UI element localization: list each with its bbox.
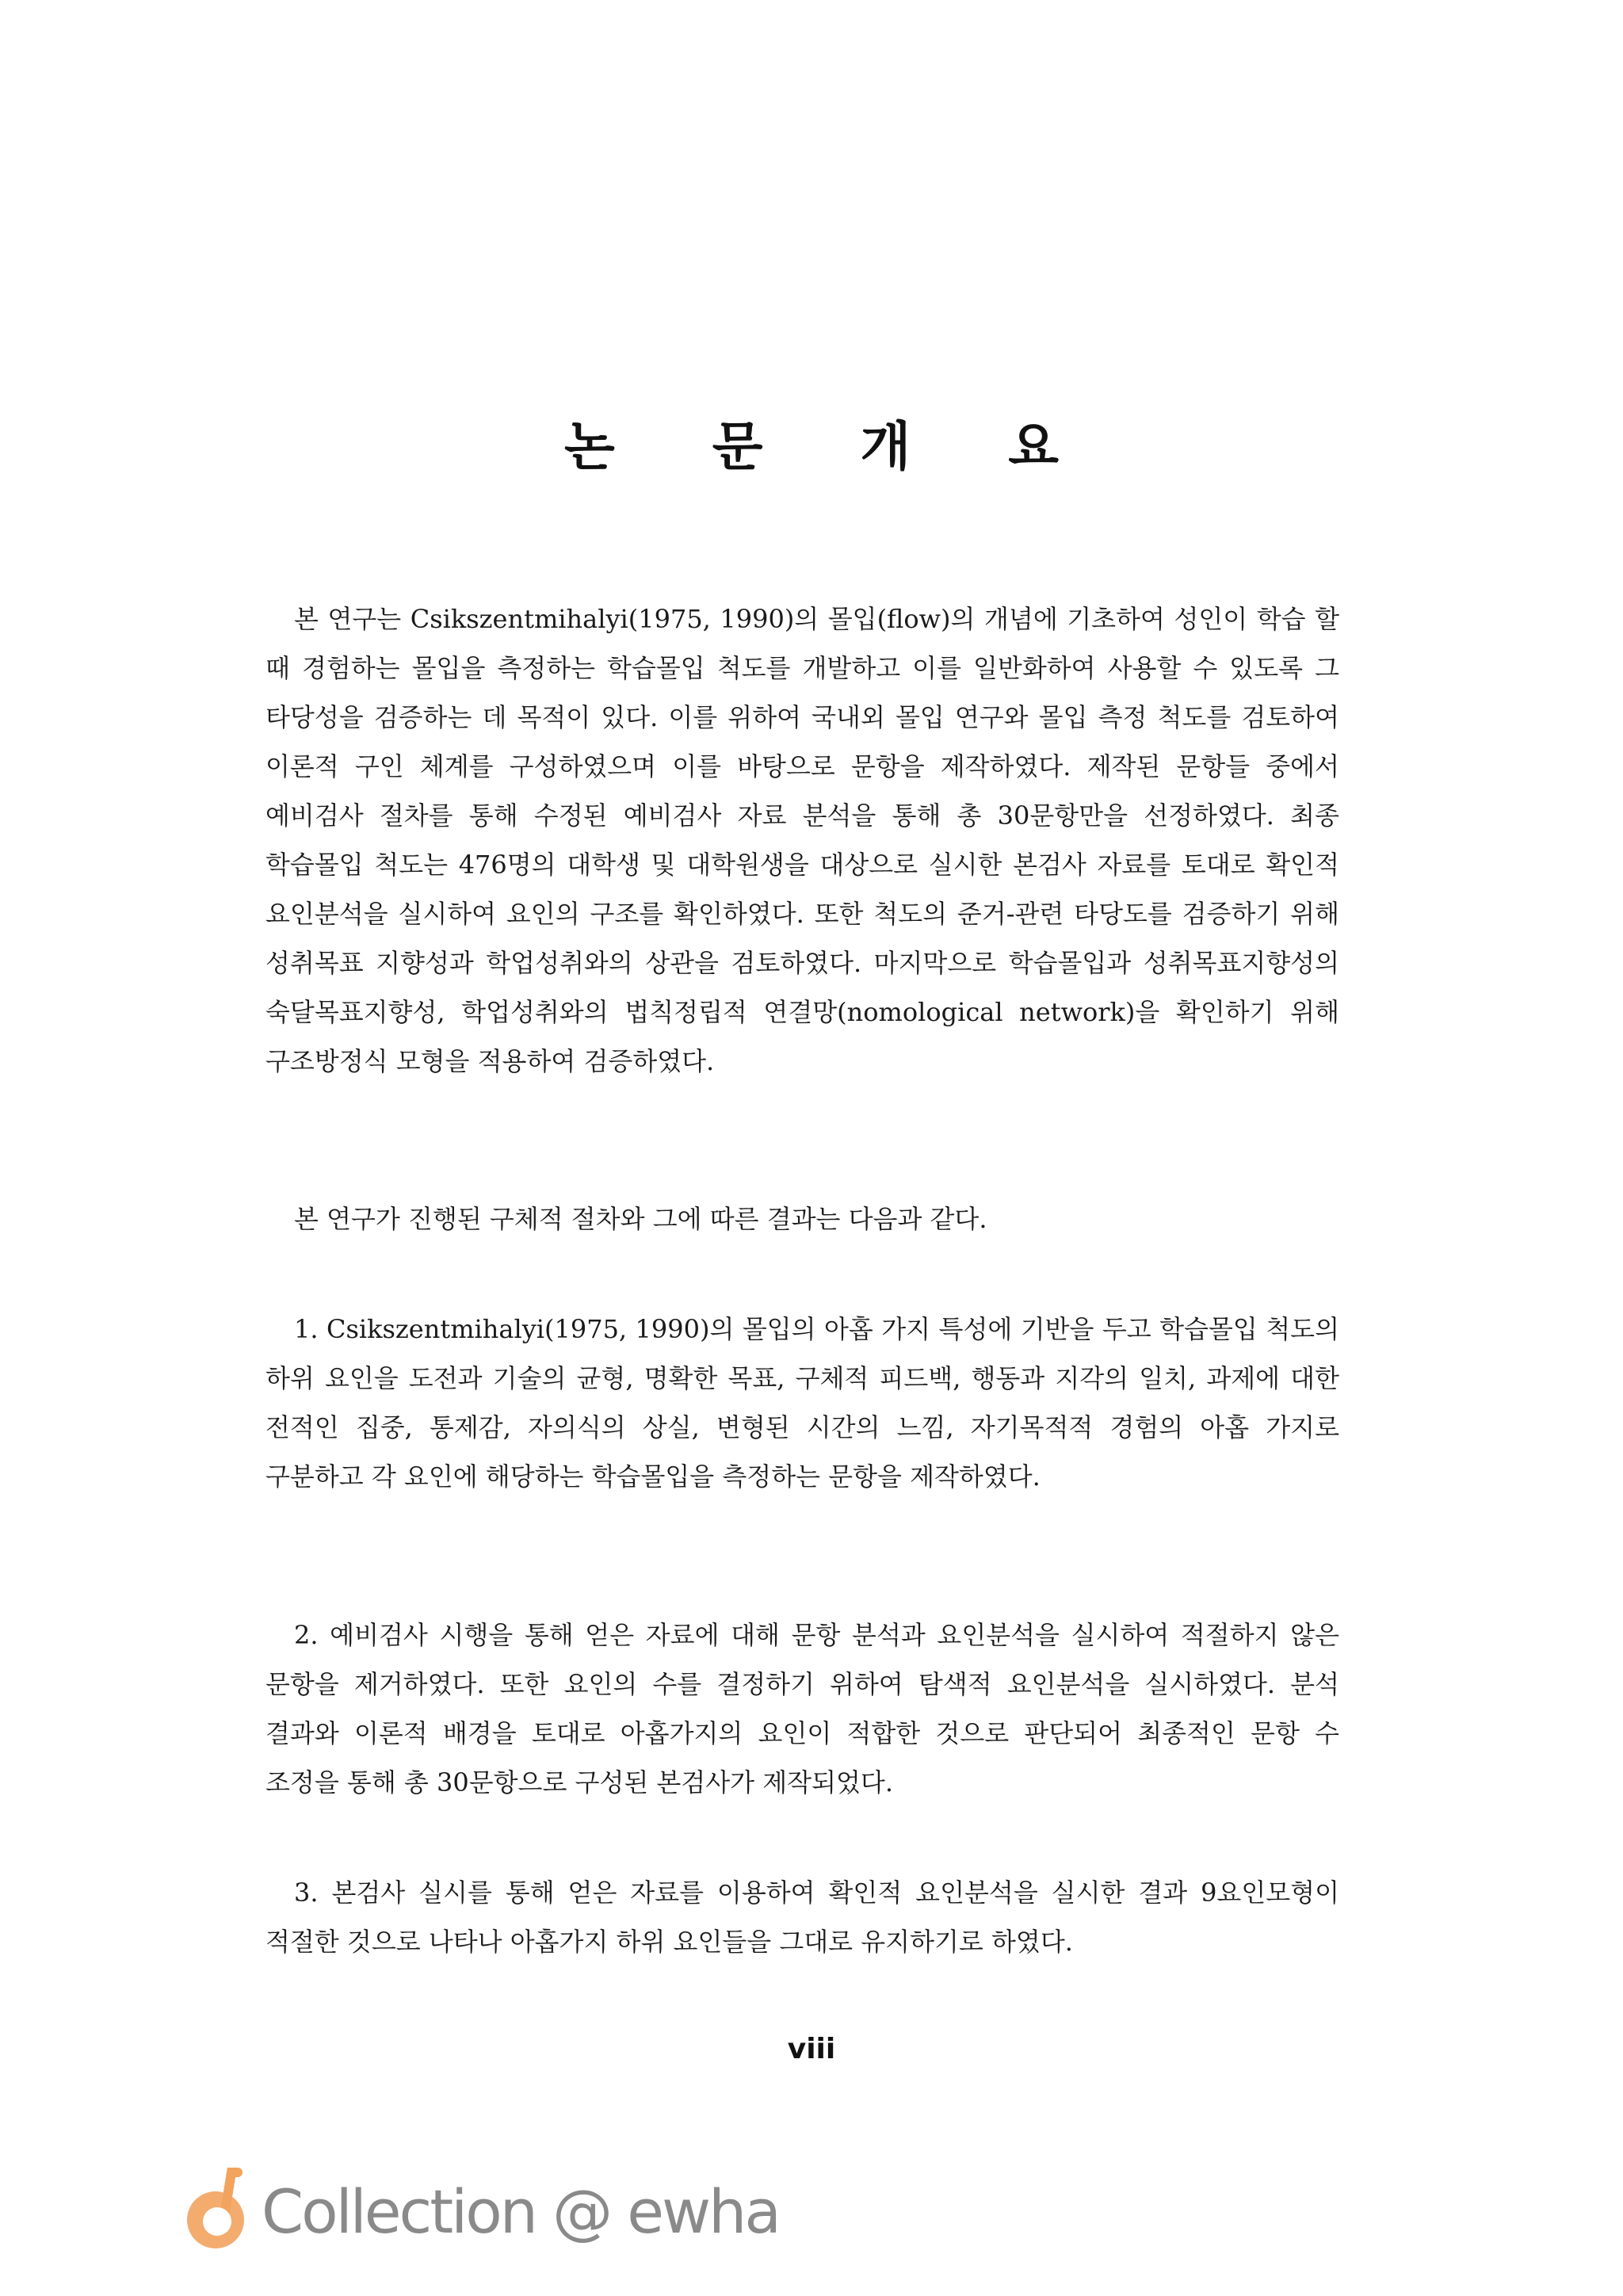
abstract-paragraph-intro: 본 연구는 Csikszentmihalyi(1975, 1990)의 몰입(flow)의 개념에 기초하여 성인이 학습 할 때 경험하는 몰입을 측정하는 학습몰입 척도를 개발하고 이를 일반화하여 사용할 수 있도록 그 타당성을 검증하는 데 목적이 있다. 이를 위하여 국내외 몰입 연구와 몰입 측정 척도를 검토하여 이론적 구인 체계를 구성하였으며 이를 바탕으로 문항을 제작하였다. 제작된 문항들 중에서 예비검사 절차를 통해 수정된 예비검사 자료 분석을 통해 총 30문항만을 선정하였다. 최종 학습몰입 척도는 476명의 대학생 및 대학원생을 대상으로 실시한 본검사 자료를 토대로 확인적 요인분석을 실시하여 요인의 구조를 확인하였다. 또한 척도의 준거-관련 타당도를 검증하기 위해 성취목표 지향성과 학업성취와의 상관을 검토하였다. 마지막으로 학습몰입과 성취목표지향성의 숙달목표지향성, 학업성취와의 법칙정립적 연결망(nomological network)을 확인하기 위해 구조방정식 모형을 적용하여 검증하였다. bbox=[265, 604, 1339, 1076]
dcollection-watermark bbox=[182, 2164, 779, 2259]
abstract-paragraph-step-2: 2. 예비검사 시행을 통해 얻은 자료에 대해 문항 분석과 요인분석을 실시하여 적절하지 않은 문항을 제거하였다. 또한 요인의 수를 결정하기 위하여 탐색적 요인분석을 실시하였다. 분석 결과와 이론적 배경을 토대로 아홉가지의 요인이 적합한 것으로 판단되어 최종적인 문항 수 조정을 통해 총 30문항으로 구성된 본검사가 제작되었다. bbox=[265, 1620, 1339, 1797]
page-number: viii bbox=[787, 2033, 836, 2065]
dcollection-logo-icon bbox=[182, 2168, 258, 2255]
abstract-paragraph-step-1: 1. Csikszentmihalyi(1975, 1990)의 몰입의 아홉 가지 특성에 기반을 두고 학습몰입 척도의 하위 요인을 도전과 기술의 균형, 명확한 목표, 구체적 피드백, 행동과 지각의 일치, 과제에 대한 전적인 집중, 통제감, 자의식의 상실, 변형된 시간의 느낌, 자기목적적 경험의 아홉 가지로 구분하고 각 요인에 해당하는 학습몰입을 측정하는 문항을 제작하였다. bbox=[265, 1314, 1339, 1492]
page-title: 논 문 개 요 bbox=[564, 416, 1098, 477]
abstract-paragraph-procedure: 본 연구가 진행된 구체적 절차와 그에 따른 결과는 다음과 같다. bbox=[294, 1204, 987, 1234]
watermark-text: Collection @ ewha bbox=[262, 2176, 779, 2247]
abstract-paragraph-step-3: 3. 본검사 실시를 통해 얻은 자료를 이용하여 확인적 요인분석을 실시한 결과 9요인모형이 적절한 것으로 나타나 아홉가지 하위 요인들을 그대로 유지하기로 하였다. bbox=[265, 1878, 1339, 1957]
